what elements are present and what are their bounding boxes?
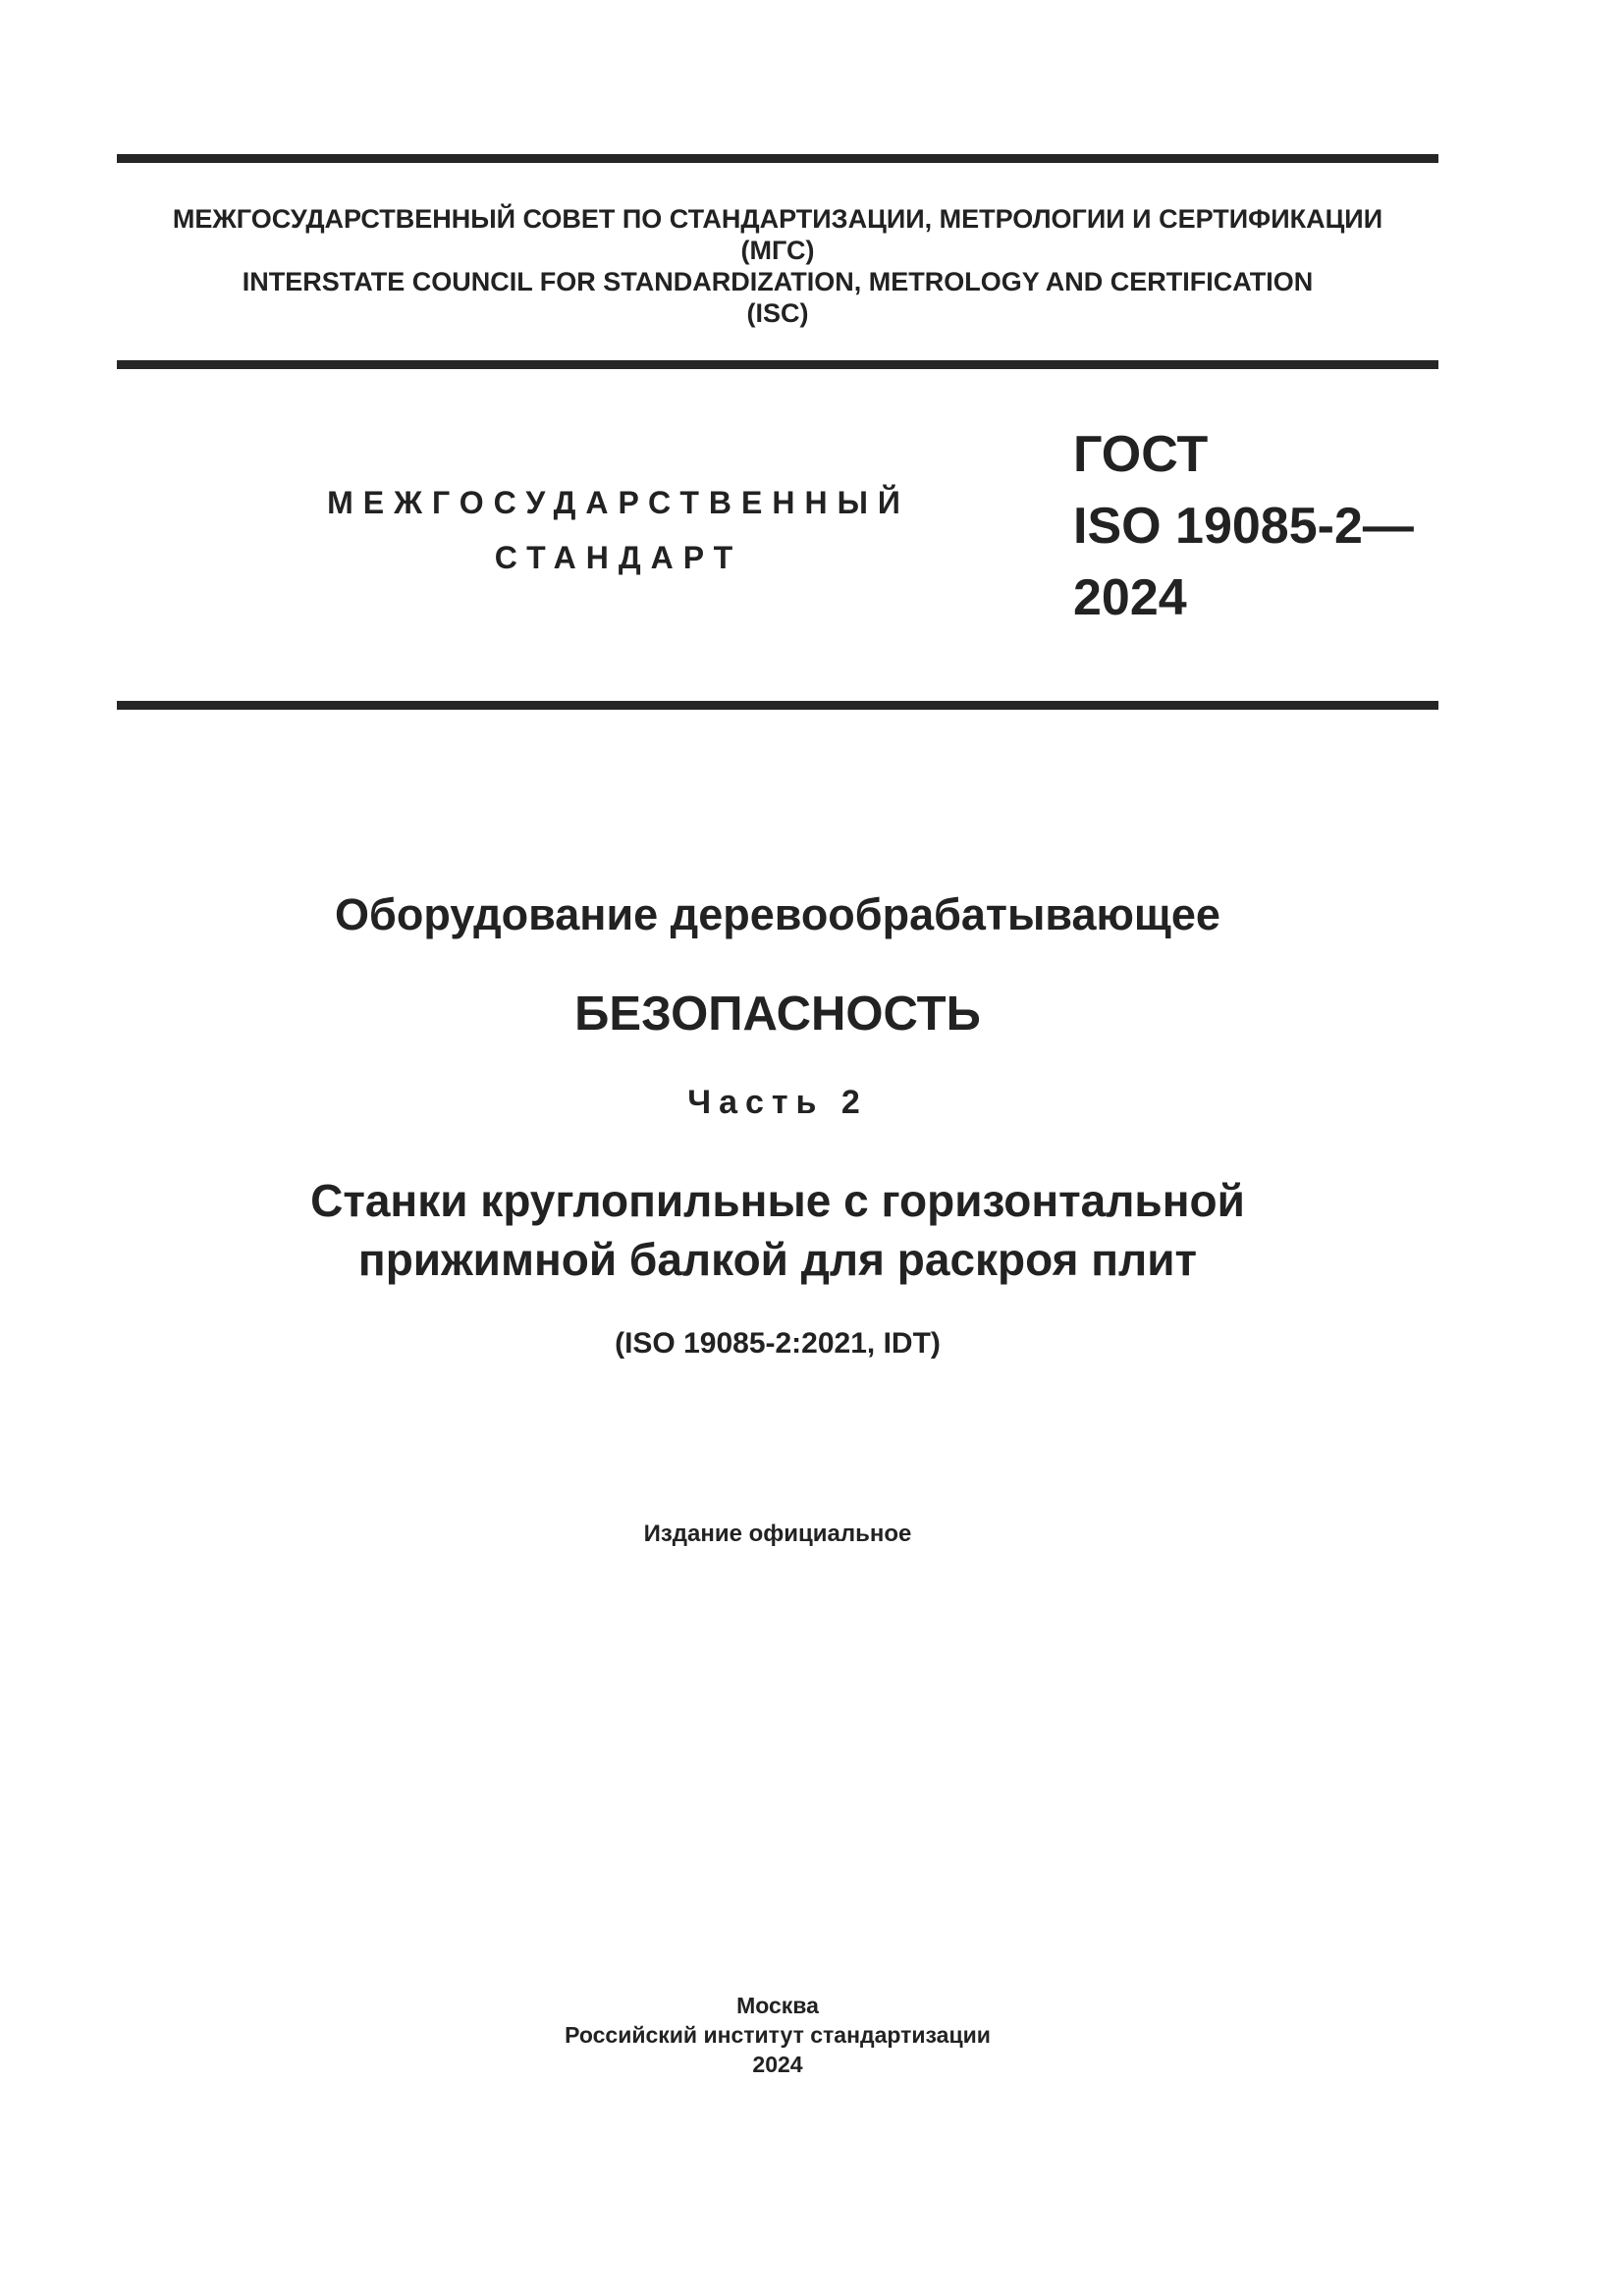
title-main: БЕЗОПАСНОСТЬ [574, 988, 981, 1041]
council-name-en: INTERSTATE COUNCIL FOR STANDARDIZATION, METROLOGY AND CERTIFICATION [242, 267, 1314, 296]
header-divider [117, 701, 1438, 710]
title-part: Часть 2 [687, 1084, 868, 1121]
top-rule [117, 154, 1438, 163]
council-abbr-en: (ISC) [746, 298, 809, 328]
designation-line-2: ISO 19085-2— [1073, 498, 1414, 555]
title-general: Оборудование деревообрабатывающее [335, 889, 1220, 939]
iso-reference: (ISO 19085-2:2021, IDT) [615, 1327, 941, 1360]
standard-type-line-1: МЕЖГОСУДАРСТВЕННЫЙ [327, 485, 910, 520]
standard-type-line-2: СТАНДАРТ [494, 540, 743, 575]
designation-line-1: ГОСТ [1073, 426, 1209, 483]
edition-label: Издание официальное [643, 1521, 912, 1547]
standard-designation [1073, 419, 1414, 634]
publisher-year: 2024 [752, 2052, 803, 2077]
council-abbr-ru: (МГС) [740, 236, 815, 265]
standard-type [295, 475, 943, 585]
publisher-block [117, 1991, 1438, 2079]
publisher-institute: Российский институт стандартизации [565, 2022, 991, 2048]
designation-line-3: 2024 [1073, 569, 1187, 626]
council-divider [117, 360, 1438, 369]
publisher-city: Москва [736, 1993, 819, 2018]
title-sub-line-1: Станки круглопильные с горизонтальной [310, 1175, 1245, 1226]
council-name-ru: МЕЖГОСУДАРСТВЕННЫЙ СОВЕТ ПО СТАНДАРТИЗАЦИИ, МЕТРОЛОГИИ И СЕРТИФИКАЦИИ [172, 204, 1383, 234]
council-header [117, 203, 1438, 329]
title-sub [117, 1171, 1438, 1289]
title-sub-line-2: прижимной балкой для раскроя плит [357, 1234, 1198, 1285]
